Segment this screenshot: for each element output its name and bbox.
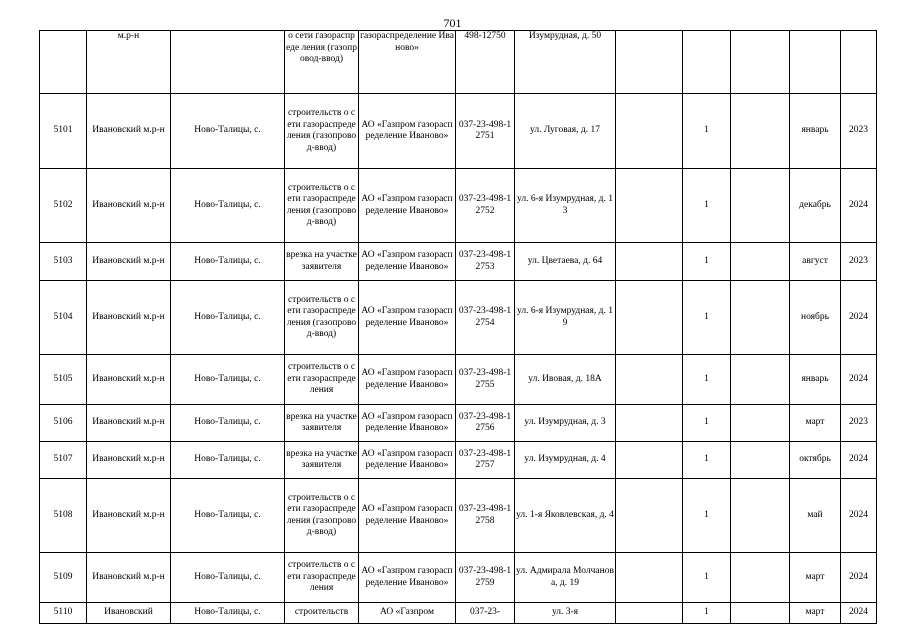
table-row	[40, 94, 877, 169]
table-row	[40, 169, 877, 243]
cell-month	[790, 31, 841, 94]
cell-month: август	[790, 243, 841, 281]
cell-empty	[616, 94, 683, 169]
cell-id: 5102	[40, 169, 87, 243]
cell-empty	[731, 31, 790, 94]
table-row	[40, 442, 877, 479]
table-row	[40, 243, 877, 281]
cell-year: 2023	[841, 94, 877, 169]
cell-number: 037-23-498-12757	[456, 442, 515, 479]
cell-empty	[616, 603, 683, 624]
cell-org: АО «Газпром	[359, 603, 456, 624]
table-row	[40, 479, 877, 553]
registry-table	[39, 30, 877, 624]
cell-empty	[731, 169, 790, 243]
cell-org: АО «Газпром газораспределение Иваново»	[359, 281, 456, 355]
cell-empty	[731, 281, 790, 355]
cell-org: АО «Газпром газораспределение Иваново»	[359, 405, 456, 442]
cell-mark: 1	[683, 603, 731, 624]
cell-number: 037-23-498-12756	[456, 405, 515, 442]
cell-settlement: Ново-Талицы, с.	[171, 243, 285, 281]
cell-work-type: строительств о сети газораспреде ления	[285, 355, 359, 405]
cell-address: ул. 3-я	[515, 603, 616, 624]
cell-month: май	[790, 479, 841, 553]
cell-org: газораспределение Иваново»	[359, 31, 456, 94]
cell-district: Ивановский м.р-н	[87, 243, 171, 281]
cell-address: ул. 1-я Яковлевская, д. 4	[515, 479, 616, 553]
cell-id: 5103	[40, 243, 87, 281]
cell-number: 037-23-498-12759	[456, 553, 515, 603]
cell-empty	[616, 479, 683, 553]
cell-org: АО «Газпром газораспределение Иваново»	[359, 94, 456, 169]
cell-month: январь	[790, 94, 841, 169]
cell-district: Ивановский м.р-н	[87, 405, 171, 442]
table-row	[40, 405, 877, 442]
cell-year	[841, 31, 877, 94]
cell-district: Ивановский м.р-н	[87, 553, 171, 603]
cell-id: 5107	[40, 442, 87, 479]
cell-empty	[616, 553, 683, 603]
cell-number: 037-23-498-12755	[456, 355, 515, 405]
cell-month: январь	[790, 355, 841, 405]
cell-id: 5106	[40, 405, 87, 442]
cell-mark: 1	[683, 243, 731, 281]
cell-empty	[731, 405, 790, 442]
cell-district: Ивановский м.р-н	[87, 355, 171, 405]
cell-id	[40, 31, 87, 94]
cell-work-type: строительств о сети газораспреде ления (газопровод-ввод)	[285, 479, 359, 553]
cell-mark: 1	[683, 553, 731, 603]
cell-address: ул. Луговая, д. 17	[515, 94, 616, 169]
cell-number: 037-23-498-12751	[456, 94, 515, 169]
cell-mark: 1	[683, 281, 731, 355]
cell-settlement: Ново-Талицы, с.	[171, 281, 285, 355]
cell-work-type: врезка на участке заявителя	[285, 243, 359, 281]
cell-address: ул. 6-я Изумрудная, д. 13	[515, 169, 616, 243]
cell-mark: 1	[683, 479, 731, 553]
cell-month: ноябрь	[790, 281, 841, 355]
cell-address: ул. Изумрудная, д. 4	[515, 442, 616, 479]
cell-settlement	[171, 31, 285, 94]
cell-id: 5110	[40, 603, 87, 624]
cell-number: 037-23-498-12754	[456, 281, 515, 355]
cell-empty	[616, 442, 683, 479]
cell-settlement: Ново-Талицы, с.	[171, 94, 285, 169]
table-row	[40, 355, 877, 405]
cell-work-type: строительств о сети газораспреде ления (газопровод-ввод)	[285, 94, 359, 169]
cell-district: м.р-н	[87, 31, 171, 94]
cell-mark	[683, 31, 731, 94]
cell-work-type: строительств о сети газораспреде ления (газопровод-ввод)	[285, 169, 359, 243]
cell-address: ул. Адмирала Молчанова, д. 19	[515, 553, 616, 603]
cell-work-type: строительств	[285, 603, 359, 624]
cell-number: 037-23-498-12753	[456, 243, 515, 281]
cell-empty	[731, 243, 790, 281]
cell-work-type: врезка на участке заявителя	[285, 405, 359, 442]
cell-org: АО «Газпром газораспределение Иваново»	[359, 169, 456, 243]
table-row	[40, 553, 877, 603]
cell-work-type: строительств о сети газораспреде ления (газопровод-ввод)	[285, 281, 359, 355]
cell-mark: 1	[683, 405, 731, 442]
cell-id: 5105	[40, 355, 87, 405]
cell-empty	[731, 603, 790, 624]
page-number: 701	[443, 16, 462, 30]
cell-settlement: Ново-Талицы, с.	[171, 169, 285, 243]
cell-empty	[731, 94, 790, 169]
table-row	[40, 281, 877, 355]
cell-address: Изумрудная, д. 50	[515, 31, 616, 94]
cell-mark: 1	[683, 94, 731, 169]
cell-month: март	[790, 553, 841, 603]
cell-year: 2024	[841, 355, 877, 405]
table-row-continued	[40, 31, 877, 94]
cell-org: АО «Газпром газораспределение Иваново»	[359, 243, 456, 281]
cell-work-type: о сети газораспреде ления (газопровод-ввод)	[285, 31, 359, 94]
cell-org: АО «Газпром газораспределение Иваново»	[359, 553, 456, 603]
cell-year: 2024	[841, 553, 877, 603]
cell-settlement: Ново-Талицы, с.	[171, 553, 285, 603]
cell-work-type: строительств о сети газораспреде ления	[285, 553, 359, 603]
cell-empty	[616, 31, 683, 94]
cell-id: 5109	[40, 553, 87, 603]
cell-month: октябрь	[790, 442, 841, 479]
cell-settlement: Ново-Талицы, с.	[171, 603, 285, 624]
cell-district: Ивановский м.р-н	[87, 281, 171, 355]
cell-empty	[616, 405, 683, 442]
cell-district: Ивановский м.р-н	[87, 169, 171, 243]
cell-id: 5104	[40, 281, 87, 355]
cell-empty	[616, 243, 683, 281]
table-row	[40, 603, 877, 624]
cell-district: Ивановский м.р-н	[87, 479, 171, 553]
cell-org: АО «Газпром газораспределение Иваново»	[359, 479, 456, 553]
cell-empty	[616, 355, 683, 405]
cell-number: 037-23-	[456, 603, 515, 624]
cell-district: Ивановский м.р-н	[87, 94, 171, 169]
cell-address: ул. Цветаева, д. 64	[515, 243, 616, 281]
cell-address: ул. 6-я Изумрудная, д. 19	[515, 281, 616, 355]
cell-district: Ивановский	[87, 603, 171, 624]
cell-year: 2024	[841, 169, 877, 243]
cell-empty	[731, 479, 790, 553]
cell-id: 5108	[40, 479, 87, 553]
cell-mark: 1	[683, 169, 731, 243]
cell-month: март	[790, 603, 841, 624]
cell-year: 2023	[841, 243, 877, 281]
cell-month: декабрь	[790, 169, 841, 243]
cell-id: 5101	[40, 94, 87, 169]
cell-year: 2023	[841, 405, 877, 442]
cell-year: 2024	[841, 442, 877, 479]
cell-number: 037-23-498-12758	[456, 479, 515, 553]
cell-empty	[616, 169, 683, 243]
cell-mark: 1	[683, 442, 731, 479]
cell-year: 2024	[841, 603, 877, 624]
cell-org: АО «Газпром газораспределение Иваново»	[359, 442, 456, 479]
cell-settlement: Ново-Талицы, с.	[171, 405, 285, 442]
cell-settlement: Ново-Талицы, с.	[171, 479, 285, 553]
cell-work-type: врезка на участке заявителя	[285, 442, 359, 479]
cell-year: 2024	[841, 281, 877, 355]
cell-settlement: Ново-Талицы, с.	[171, 442, 285, 479]
cell-org: АО «Газпром газораспределение Иваново»	[359, 355, 456, 405]
cell-number: 037-23-498-12752	[456, 169, 515, 243]
table-body	[40, 31, 877, 624]
cell-number: 498-12750	[456, 31, 515, 94]
cell-address: ул. Ивовая, д. 18А	[515, 355, 616, 405]
cell-empty	[616, 281, 683, 355]
cell-empty	[731, 553, 790, 603]
cell-address: ул. Изумрудная, д. 3	[515, 405, 616, 442]
cell-district: Ивановский м.р-н	[87, 442, 171, 479]
cell-mark: 1	[683, 355, 731, 405]
cell-settlement: Ново-Талицы, с.	[171, 355, 285, 405]
cell-empty	[731, 442, 790, 479]
cell-empty	[731, 355, 790, 405]
cell-month: март	[790, 405, 841, 442]
cell-year: 2024	[841, 479, 877, 553]
